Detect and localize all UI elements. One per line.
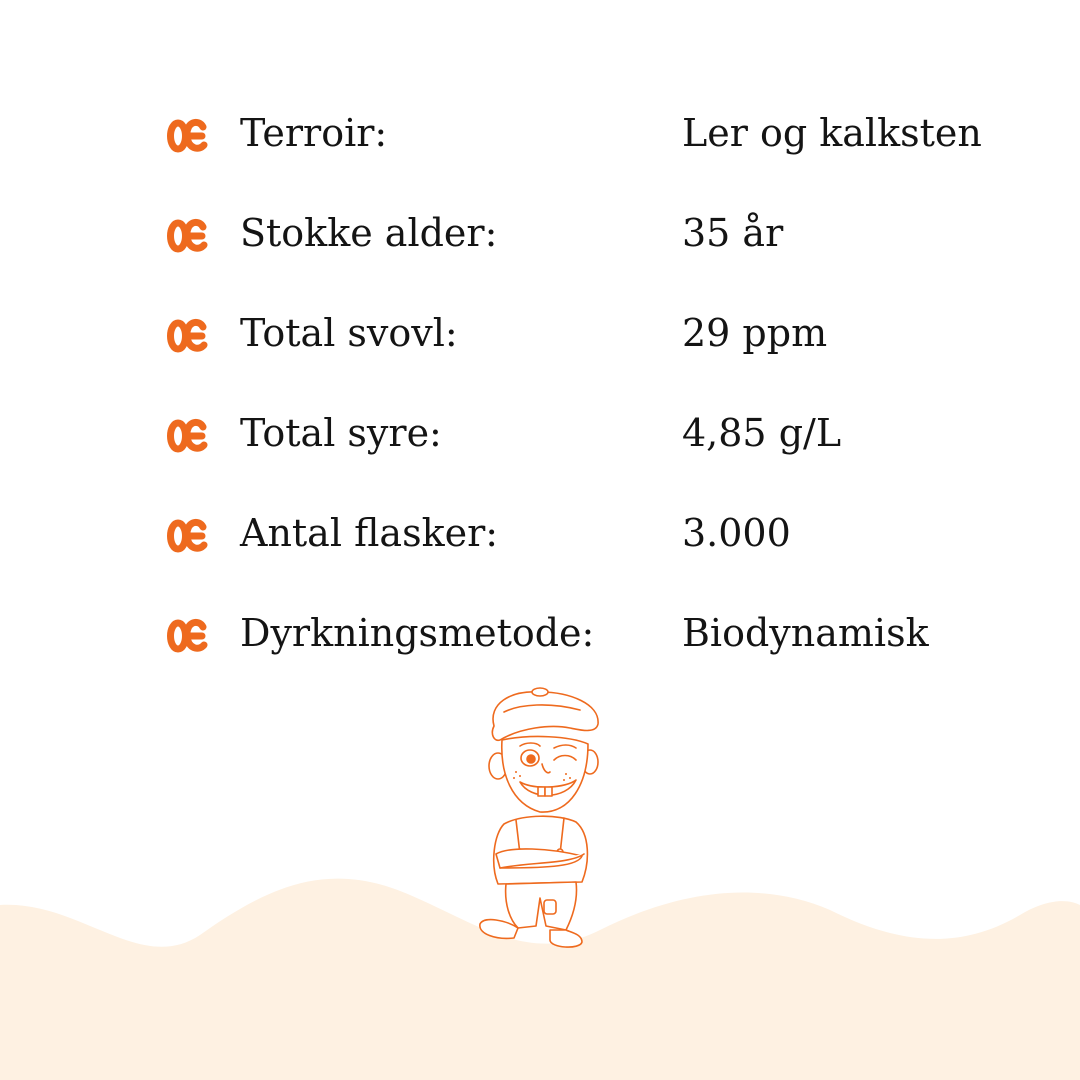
spec-row [0, 311, 1080, 375]
spec-value: 35 år [682, 211, 784, 255]
spec-label: Total syre: [240, 411, 442, 455]
spec-row [0, 111, 1080, 175]
spec-label: Total svovl: [240, 311, 458, 355]
spec-value: Ler og kalksten [682, 111, 982, 155]
winking-boy-mascot-illustration [470, 684, 610, 954]
spec-label: Stokke alder: [240, 211, 498, 255]
spec-label: Antal flasker: [240, 511, 499, 555]
spec-row [0, 411, 1080, 475]
spec-label: Terroir: [240, 111, 388, 155]
spec-value: 4,85 g/L [682, 411, 842, 455]
oe-logo-icon [166, 215, 208, 255]
oe-logo-icon [166, 115, 208, 155]
spec-row [0, 611, 1080, 675]
spec-row [0, 511, 1080, 575]
oe-logo-icon [166, 315, 208, 355]
oe-logo-icon [166, 415, 208, 455]
spec-value: 3.000 [682, 511, 791, 555]
spec-label: Dyrkningsmetode: [240, 611, 595, 655]
spec-row [0, 211, 1080, 275]
spec-value: 29 ppm [682, 311, 828, 355]
spec-value: Biodynamisk [682, 611, 929, 655]
oe-logo-icon [166, 515, 208, 555]
oe-logo-icon [166, 615, 208, 655]
